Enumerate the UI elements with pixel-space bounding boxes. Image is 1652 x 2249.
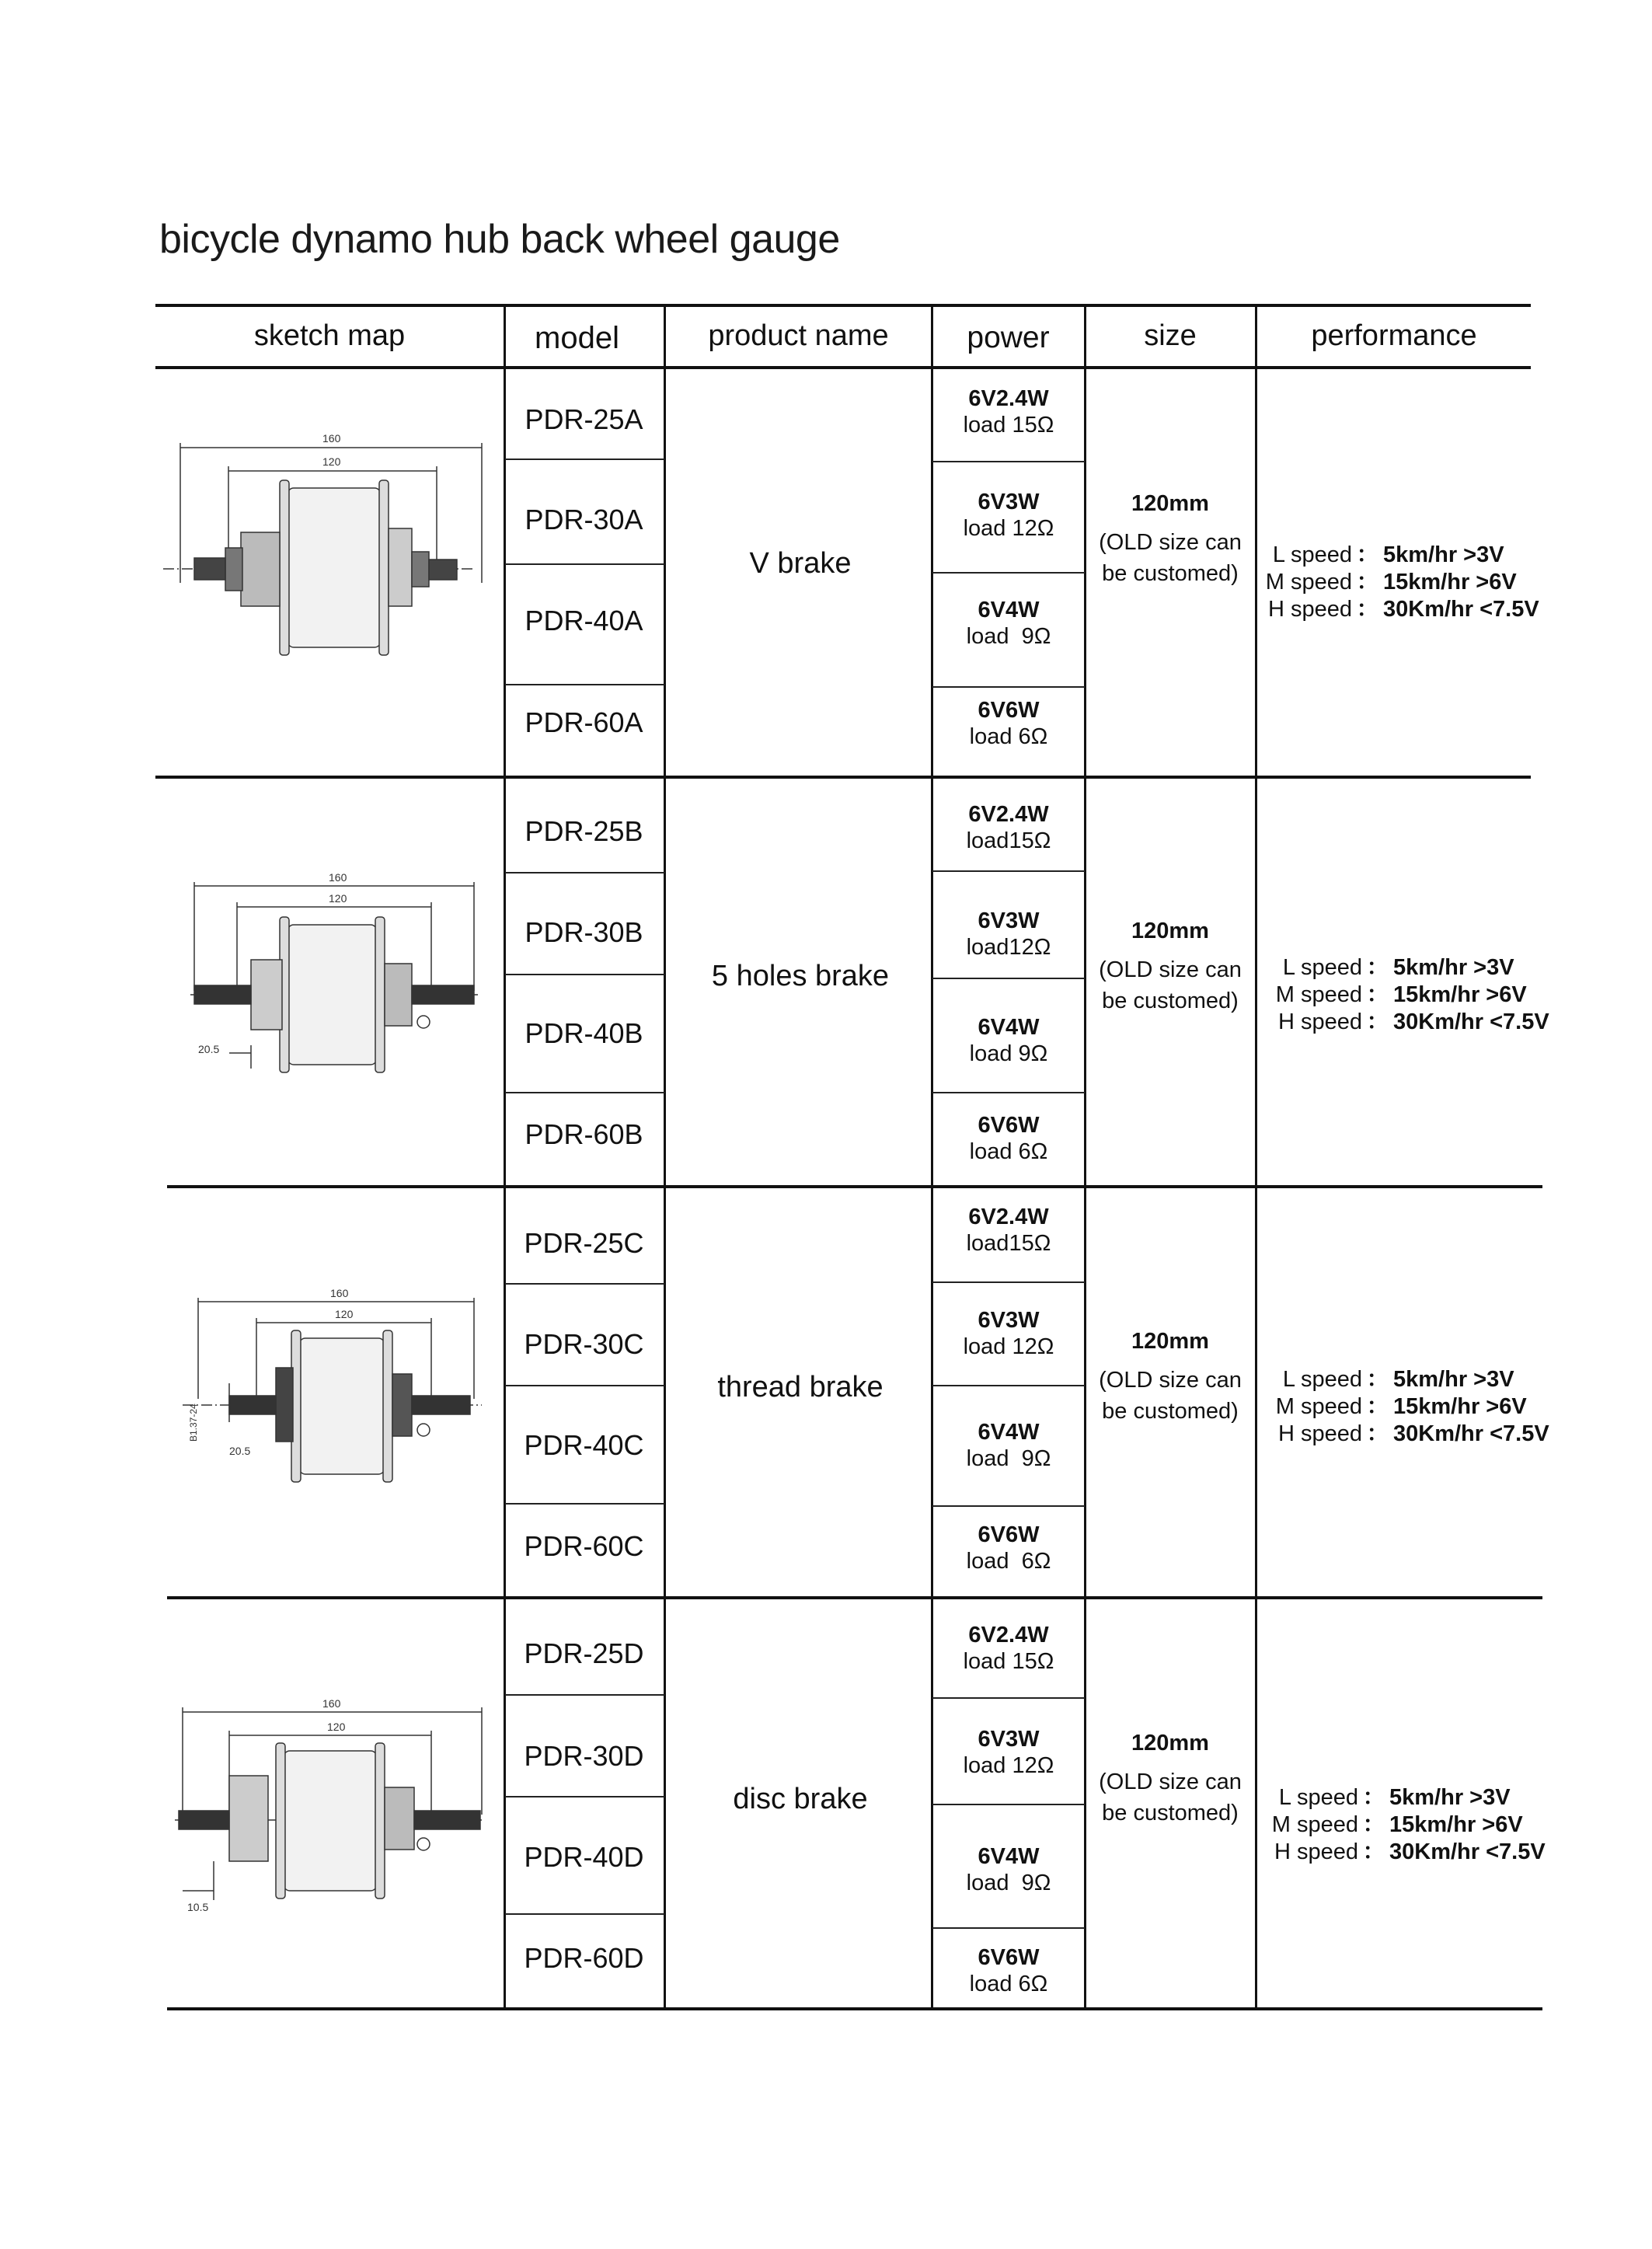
power-cell — [932, 1014, 1085, 1067]
performance-cell: L speed ： 5km/hr >3V M speed ： 15km/hr >6V H speed ： 30Km/hr <7.5V — [1265, 1784, 1546, 1866]
product-name-cell: V brake — [749, 547, 852, 580]
dimension-label: 160 — [329, 871, 347, 884]
perf-value: 15km/hr >6V — [1393, 982, 1527, 1007]
power-load: load15Ω — [966, 828, 1051, 853]
size-mm: 120mm — [1131, 491, 1209, 516]
power-value: 6V6W — [978, 1945, 1040, 1970]
row-divider — [505, 459, 664, 460]
perf-label: M speed — [1271, 1812, 1358, 1837]
power-value: 6V3W — [978, 1308, 1040, 1333]
dimension-label: 160 — [322, 432, 341, 445]
perf-value: 5km/hr >3V — [1393, 955, 1514, 980]
perf-label: L speed — [1282, 1367, 1362, 1392]
row-divider — [932, 686, 1085, 688]
power-load: load 6Ω — [969, 1972, 1048, 1996]
perf-value: 5km/hr >3V — [1383, 542, 1504, 567]
perf-label: M speed — [1275, 1394, 1362, 1419]
perf-label: H speed — [1274, 1839, 1358, 1864]
perf-value: 30Km/hr <7.5V — [1393, 1009, 1549, 1034]
size-cell — [1086, 1728, 1255, 1829]
row-divider — [932, 1505, 1085, 1507]
row-divider — [505, 1092, 664, 1093]
power-value: 6V4W — [978, 1015, 1040, 1040]
perf-value: 30Km/hr <7.5V — [1393, 1421, 1549, 1446]
table-bottom-rule — [167, 2007, 1542, 2010]
power-load: load 6Ω — [969, 1139, 1048, 1164]
perf-label: H speed — [1277, 1009, 1362, 1034]
size-note-1: (OLD size can — [1099, 1368, 1242, 1393]
row-divider — [932, 870, 1085, 872]
row-divider — [932, 1092, 1085, 1093]
group-c-bottom-rule — [167, 1596, 1542, 1599]
row-divider — [505, 684, 664, 685]
performance-cell: L speed ： 5km/hr >3V M speed ： 15km/hr >6V H speed ： 30Km/hr <7.5V — [1269, 1366, 1549, 1448]
power-cell — [932, 1843, 1085, 1896]
col-divider-perf — [1255, 304, 1257, 2010]
power-load: load 6Ω — [966, 1549, 1051, 1574]
power-cell — [932, 1419, 1085, 1472]
model-cell: PDR-40B — [525, 1017, 643, 1049]
perf-label: H speed — [1277, 1421, 1362, 1446]
perf-value: 15km/hr >6V — [1393, 1394, 1527, 1419]
power-cell — [932, 597, 1085, 650]
header-product-name: product name — [708, 319, 889, 352]
row-divider — [505, 1503, 664, 1505]
power-cell — [932, 1522, 1085, 1574]
size-note-1: (OLD size can — [1099, 957, 1242, 982]
perf-label: L speed — [1278, 1785, 1358, 1810]
model-cell: PDR-25B — [525, 815, 643, 847]
power-load: load 9Ω — [966, 1446, 1051, 1471]
header-power: power — [967, 321, 1050, 354]
dimension-label: 20.5 — [229, 1445, 251, 1457]
power-load: load 15Ω — [963, 1649, 1054, 1674]
row-divider — [505, 872, 664, 873]
power-cell — [932, 908, 1085, 961]
power-load: load12Ω — [966, 935, 1051, 960]
power-value: 6V3W — [978, 490, 1040, 514]
power-load: load 6Ω — [969, 724, 1048, 749]
hub-sketch-v-brake — [163, 420, 490, 676]
row-divider — [505, 1694, 664, 1696]
model-cell: PDR-30A — [525, 504, 643, 535]
power-load: load 12Ω — [963, 1753, 1054, 1778]
power-load: load 15Ω — [963, 413, 1054, 438]
row-divider — [932, 978, 1085, 979]
model-cell: PDR-40A — [525, 605, 643, 636]
model-cell: PDR-25D — [524, 1637, 644, 1669]
size-mm: 120mm — [1131, 919, 1209, 943]
power-value: 6V4W — [978, 1844, 1040, 1869]
perf-value: 5km/hr >3V — [1393, 1367, 1514, 1392]
row-divider — [505, 1385, 664, 1386]
perf-value: 30Km/hr <7.5V — [1389, 1839, 1546, 1864]
size-note-2: be customed) — [1102, 989, 1239, 1013]
perf-label: M speed — [1275, 982, 1362, 1007]
dimension-label: 160 — [322, 1697, 341, 1710]
row-divider — [932, 1281, 1085, 1283]
row-divider — [932, 1697, 1085, 1699]
header-model: model — [535, 321, 619, 355]
power-cell — [932, 1622, 1085, 1675]
header-sketch-map: sketch map — [253, 319, 406, 352]
row-divider — [932, 461, 1085, 462]
power-value: 6V4W — [978, 1420, 1040, 1445]
power-value: 6V6W — [978, 1522, 1040, 1547]
power-load: load 9Ω — [969, 1041, 1048, 1066]
power-value: 6V2.4W — [968, 386, 1049, 411]
size-note-2: be customed) — [1102, 561, 1239, 586]
table-top-rule — [155, 304, 1531, 307]
hub-sketch-5-holes-brake — [190, 866, 486, 1107]
size-mm: 120mm — [1131, 1329, 1209, 1354]
size-note-1: (OLD size can — [1099, 530, 1242, 555]
model-cell: PDR-40C — [524, 1429, 644, 1461]
power-value: 6V3W — [978, 1727, 1040, 1752]
power-load: load 12Ω — [963, 1334, 1054, 1359]
size-cell — [1086, 1326, 1255, 1427]
dimension-label: 20.5 — [198, 1043, 220, 1055]
perf-label: H speed — [1267, 597, 1352, 622]
power-cell — [932, 801, 1085, 854]
row-divider — [505, 974, 664, 975]
perf-value: 5km/hr >3V — [1389, 1785, 1511, 1810]
dimension-label: 120 — [327, 1721, 346, 1733]
perf-value: 15km/hr >6V — [1383, 570, 1517, 595]
power-cell — [932, 1112, 1085, 1165]
model-cell: PDR-25C — [524, 1227, 644, 1259]
group-a-bottom-rule — [155, 776, 1531, 779]
row-divider — [932, 1385, 1085, 1386]
row-divider — [932, 1804, 1085, 1805]
power-cell — [932, 1204, 1085, 1257]
power-value: 6V6W — [978, 698, 1040, 723]
row-divider — [505, 563, 664, 565]
power-cell — [932, 489, 1085, 542]
header-size: size — [1144, 319, 1197, 352]
size-note-1: (OLD size can — [1099, 1770, 1242, 1794]
model-cell: PDR-60C — [524, 1530, 644, 1562]
hub-sketch-thread-brake — [183, 1282, 486, 1515]
power-value: 6V4W — [978, 598, 1040, 622]
power-load: load 9Ω — [966, 1871, 1051, 1895]
model-cell: PDR-30C — [524, 1328, 644, 1360]
row-divider — [505, 1283, 664, 1285]
performance-cell: L speed ： 5km/hr >3V M speed ： 15km/hr >6V H speed ： 30Km/hr <7.5V — [1269, 954, 1549, 1036]
model-cell: PDR-30B — [525, 916, 643, 948]
size-note-2: be customed) — [1102, 1801, 1239, 1825]
performance-cell: L speed ： 5km/hr >3V M speed ： 15km/hr >6V H speed ： 30Km/hr <7.5V — [1259, 542, 1539, 623]
model-cell: PDR-60A — [525, 706, 643, 738]
model-cell: PDR-60B — [525, 1118, 643, 1150]
power-value: 6V2.4W — [968, 1623, 1049, 1648]
perf-value: 30Km/hr <7.5V — [1383, 597, 1539, 622]
size-cell — [1086, 488, 1255, 589]
power-load: load15Ω — [966, 1231, 1051, 1256]
hub-sketch-disc-brake — [175, 1690, 486, 1931]
model-cell: PDR-60D — [524, 1942, 644, 1974]
page-title: bicycle dynamo hub back wheel gauge — [159, 217, 840, 262]
header-bottom-rule — [155, 366, 1531, 369]
product-name-cell: thread brake — [717, 1371, 884, 1403]
dimension-label: 120 — [335, 1308, 354, 1320]
model-cell: PDR-25A — [525, 403, 643, 435]
size-cell — [1086, 915, 1255, 1016]
perf-value: 15km/hr >6V — [1389, 1812, 1523, 1837]
power-value: 6V2.4W — [968, 802, 1049, 827]
size-mm: 120mm — [1131, 1731, 1209, 1756]
dimension-label: 120 — [329, 892, 347, 905]
product-name-cell: disc brake — [733, 1783, 868, 1815]
size-note-2: be customed) — [1102, 1399, 1239, 1424]
power-value: 6V3W — [978, 908, 1040, 933]
perf-label: L speed — [1272, 542, 1352, 567]
power-cell — [932, 1307, 1085, 1360]
dimension-label: 160 — [330, 1287, 349, 1299]
power-load: load 12Ω — [963, 516, 1054, 541]
perf-label: L speed — [1282, 955, 1362, 980]
row-divider — [932, 1927, 1085, 1929]
power-value: 6V6W — [978, 1113, 1040, 1138]
dimension-label: B1.37-24 — [188, 1403, 199, 1442]
power-cell — [932, 1944, 1085, 1997]
product-name-cell: 5 holes brake — [711, 960, 890, 992]
row-divider — [505, 1913, 664, 1915]
power-load: load 9Ω — [966, 624, 1051, 649]
perf-label: M speed — [1265, 570, 1352, 595]
power-cell — [932, 385, 1085, 438]
power-value: 6V2.4W — [968, 1205, 1049, 1229]
col-divider-product — [664, 304, 666, 2010]
group-b-bottom-rule — [167, 1185, 1542, 1188]
model-cell: PDR-40D — [524, 1841, 644, 1873]
power-cell — [932, 1726, 1085, 1779]
dimension-label: 10.5 — [187, 1901, 209, 1913]
model-cell: PDR-30D — [524, 1740, 644, 1772]
row-divider — [932, 572, 1085, 574]
header-performance: performance — [1311, 319, 1477, 352]
row-divider — [505, 1796, 664, 1797]
power-cell — [932, 697, 1085, 750]
dimension-label: 120 — [322, 455, 341, 468]
